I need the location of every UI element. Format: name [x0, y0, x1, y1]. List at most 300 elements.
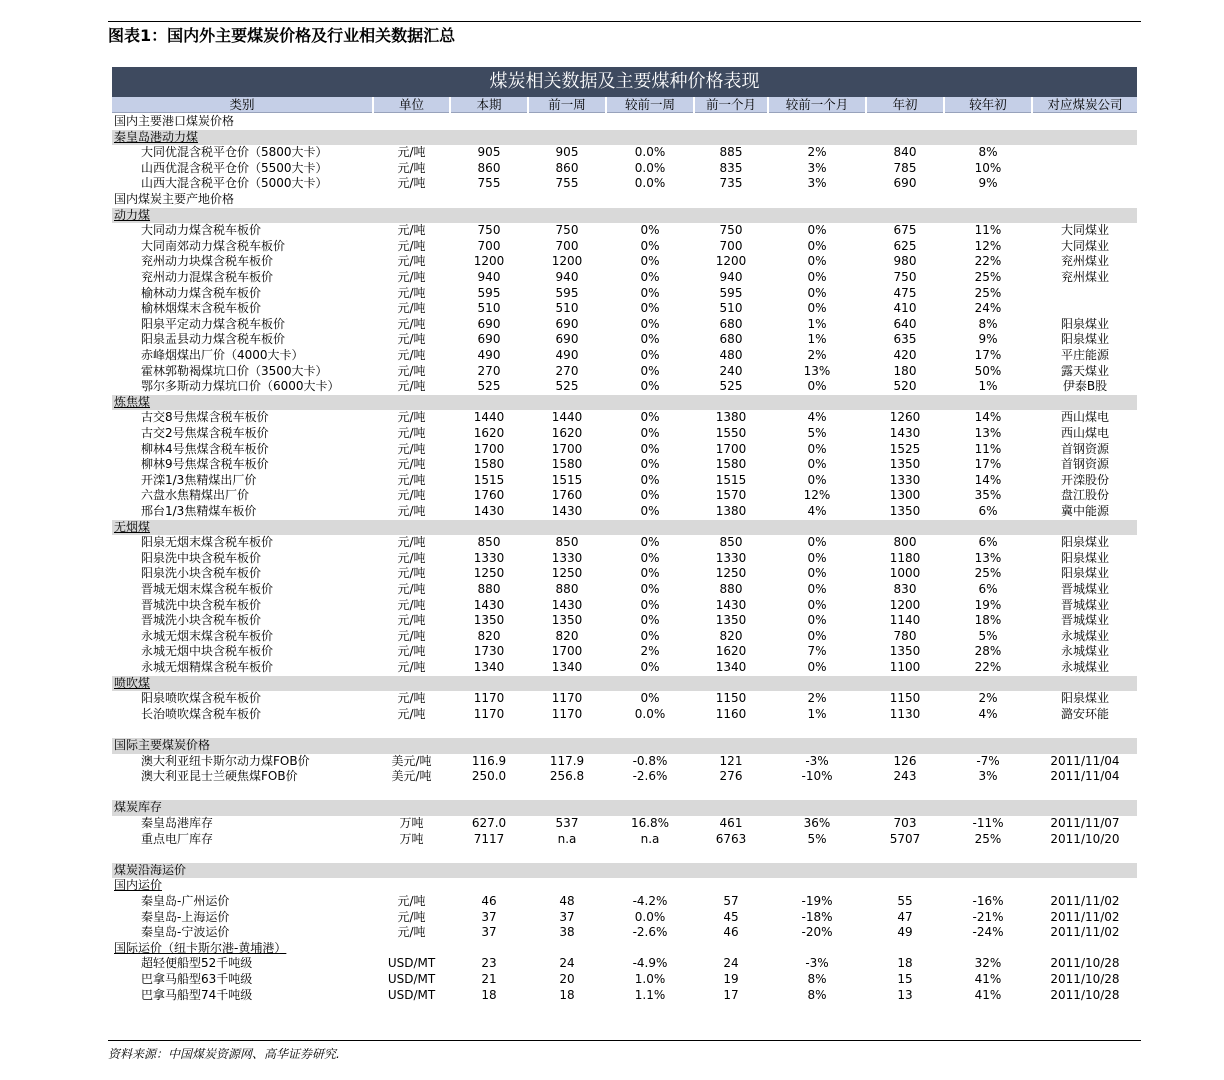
cell-vs-prev-week: 0%	[640, 504, 660, 518]
header-year-start: 年初	[867, 97, 943, 113]
cell-unit: 元/吨	[397, 160, 426, 175]
cell-prev-month: 1380	[715, 504, 747, 518]
cell-prev-month: 1350	[715, 613, 747, 628]
cell-vs-prev-month: 8%	[807, 987, 827, 1002]
cell-company: 阳泉煤业	[1060, 316, 1109, 331]
cell-vs-prev-month: 3%	[807, 176, 827, 191]
cell-vs-prev-week: 0%	[640, 488, 660, 503]
cell-unit: 元/吨	[397, 894, 426, 908]
cell-vs-prev-month: 0%	[807, 301, 827, 316]
cell-prev-week: 1200	[551, 254, 583, 269]
cell-vs-prev-week: 0%	[640, 457, 660, 472]
cell-vs-year-start: -11%	[972, 816, 1004, 830]
row-label: 巴拿马船型63千吨级	[141, 972, 253, 986]
cell-vs-year-start: 41%	[974, 987, 1002, 1002]
cell-vs-prev-month: 0%	[807, 472, 827, 487]
table-row	[112, 707, 1137, 723]
cell-prev-month: 680	[719, 332, 743, 347]
cell-vs-prev-week: -4.9%	[632, 956, 668, 971]
table-row	[112, 551, 1137, 567]
cell-year-start: 703	[893, 816, 917, 830]
row-label: 兖州动力混煤含税车板价	[141, 270, 274, 284]
cell-prev-month: 1515	[715, 472, 747, 487]
spacer-row	[112, 722, 1137, 738]
cell-vs-prev-week: 0.0%	[634, 706, 666, 721]
row-label: 阳泉洗小块含税车板价	[141, 566, 262, 581]
cell-current: 755	[477, 176, 501, 191]
cell-vs-prev-week: 0%	[640, 550, 660, 565]
cell-vs-year-start: 25%	[974, 285, 1002, 300]
cell-prev-week: 880	[555, 582, 579, 596]
cell-vs-prev-month: 0%	[807, 441, 827, 456]
cell-unit: 美元/吨	[391, 753, 432, 768]
cell-vs-prev-week: 0%	[640, 363, 660, 378]
cell-vs-prev-month: 7%	[807, 644, 827, 659]
cell-current: 700	[477, 238, 501, 253]
cell-year-start: 690	[893, 176, 917, 191]
cell-unit: 元/吨	[397, 535, 426, 550]
cell-prev-week: 1170	[551, 691, 583, 706]
cell-prev-week: 24	[559, 956, 575, 971]
cell-vs-year-start: 24%	[974, 301, 1002, 316]
table-row	[112, 161, 1137, 177]
cell-vs-prev-week: -0.8%	[632, 753, 668, 768]
cell-prev-week: 490	[555, 348, 579, 362]
cell-vs-prev-month: 0%	[807, 582, 827, 596]
row-label: 阳泉盂县动力煤含税车板价	[141, 332, 286, 347]
cell-vs-prev-month: 0%	[807, 379, 827, 394]
cell-year-start: 1130	[889, 706, 921, 721]
cell-company: 2011/11/04	[1050, 753, 1120, 768]
cell-vs-year-start: 25%	[974, 566, 1002, 581]
cell-unit: 元/吨	[397, 223, 426, 238]
section-row	[112, 941, 1137, 957]
cell-vs-prev-week: 0%	[640, 348, 660, 362]
header-vs-prev-week: 较前一周	[607, 97, 693, 113]
row-label: 兖州动力块煤含税车板价	[141, 254, 274, 269]
cell-current: 1200	[473, 254, 505, 269]
cell-vs-prev-month: 2%	[807, 145, 827, 160]
cell-vs-prev-month: 5%	[807, 831, 827, 846]
cell-prev-week: 1700	[551, 644, 583, 659]
cell-unit: 元/吨	[397, 691, 426, 706]
cell-vs-year-start: 13%	[974, 550, 1002, 565]
cell-vs-year-start: 6%	[978, 504, 998, 518]
cell-vs-prev-month: 0%	[807, 597, 827, 612]
cell-vs-prev-month: 5%	[807, 426, 827, 440]
table-row	[112, 239, 1137, 255]
cell-vs-year-start: 19%	[974, 597, 1002, 612]
section-label: 秦皇岛港动力煤	[114, 129, 199, 144]
cell-unit: 万吨	[399, 816, 424, 830]
cell-prev-month: 1150	[715, 691, 747, 706]
header-company: 对应煤炭公司	[1033, 97, 1137, 113]
cell-unit: 元/吨	[397, 504, 426, 518]
cell-year-start: 49	[897, 925, 913, 940]
cell-vs-year-start: 6%	[978, 535, 998, 550]
header-prev-month: 前一个月	[695, 97, 767, 113]
cell-vs-year-start: 17%	[974, 348, 1002, 362]
cell-vs-prev-week: 0%	[640, 301, 660, 316]
cell-prev-month: 1620	[715, 644, 747, 659]
header-unit: 单位	[374, 97, 449, 113]
section-label: 煤炭库存	[114, 800, 163, 815]
cell-unit: 元/吨	[397, 254, 426, 269]
cell-current: 690	[477, 316, 501, 331]
cell-company: 2011/10/20	[1050, 831, 1120, 846]
cell-vs-prev-week: 0.0%	[634, 176, 666, 191]
cell-year-start: 18	[897, 956, 913, 971]
cell-vs-prev-month: -3%	[805, 956, 829, 971]
cell-prev-month: 510	[719, 301, 743, 316]
table-row	[112, 660, 1137, 676]
cell-prev-week: 1700	[551, 441, 583, 456]
cell-unit: 元/吨	[397, 706, 426, 721]
cell-unit: 元/吨	[397, 441, 426, 456]
cell-vs-year-start: 1%	[978, 379, 998, 394]
cell-year-start: 1260	[889, 410, 921, 425]
section-row	[112, 114, 1137, 130]
cell-prev-week: 37	[559, 909, 575, 924]
figure-title: 图表1：国内外主要煤炭价格及行业相关数据汇总	[108, 26, 456, 45]
cell-year-start: 126	[893, 753, 917, 768]
table-row	[112, 426, 1137, 442]
cell-prev-week: 850	[555, 535, 579, 550]
cell-year-start: 55	[897, 894, 913, 908]
row-label: 秦皇岛港库存	[141, 816, 214, 830]
cell-unit: USD/MT	[387, 956, 436, 971]
table-row	[112, 317, 1137, 333]
row-label: 阳泉洗中块含税车板价	[141, 550, 262, 565]
cell-prev-month: 525	[719, 379, 743, 394]
cell-prev-month: 940	[719, 270, 743, 284]
cell-current: 905	[477, 145, 501, 160]
cell-vs-prev-month: 4%	[807, 504, 827, 518]
row-label: 霍林郭勒褐煤坑口价（3500大卡）	[141, 363, 328, 378]
cell-vs-prev-week: 2%	[640, 644, 660, 659]
cell-vs-prev-week: 0%	[640, 238, 660, 253]
cell-prev-week: 270	[555, 363, 579, 378]
cell-vs-prev-month: -18%	[801, 909, 833, 924]
cell-vs-prev-month: 0%	[807, 254, 827, 269]
header-vs-year-start: 较年初	[945, 97, 1031, 113]
cell-prev-week: 1170	[551, 706, 583, 721]
cell-year-start: 1180	[889, 550, 921, 565]
cell-prev-month: 1550	[715, 426, 747, 440]
cell-vs-prev-week: 0%	[640, 316, 660, 331]
cell-vs-prev-week: 1.0%	[634, 972, 666, 986]
cell-unit: USD/MT	[387, 987, 436, 1002]
row-label: 山西优混含税平仓价（5500大卡）	[141, 160, 328, 175]
table-row	[112, 691, 1137, 707]
table-row	[112, 145, 1137, 161]
cell-vs-year-start: 13%	[974, 426, 1002, 440]
cell-current: 37	[481, 909, 497, 924]
cell-prev-week: 1350	[551, 613, 583, 628]
cell-year-start: 1525	[889, 441, 921, 456]
cell-company: 西山煤电	[1060, 410, 1109, 425]
table-row	[112, 379, 1137, 395]
cell-company: 晋城煤业	[1060, 582, 1109, 596]
table-row	[112, 894, 1137, 910]
cell-company: 2011/10/28	[1050, 972, 1120, 986]
cell-year-start: 1200	[889, 597, 921, 612]
cell-company: 2011/11/07	[1050, 816, 1120, 830]
row-label: 阳泉喷吹煤含税车板价	[141, 691, 262, 706]
cell-prev-month: 1570	[715, 488, 747, 503]
cell-vs-year-start: 22%	[974, 660, 1002, 674]
section-label: 煤炭沿海运价	[114, 862, 187, 877]
cell-year-start: 780	[893, 628, 917, 643]
cell-prev-month: 6763	[715, 831, 747, 846]
cell-vs-prev-month: -10%	[801, 769, 833, 784]
row-label: 永城无烟中块含税车板价	[141, 644, 274, 659]
cell-company: 2011/10/28	[1050, 987, 1120, 1002]
cell-prev-week: 18	[559, 987, 575, 1002]
table-row	[112, 769, 1137, 785]
cell-unit: 元/吨	[397, 660, 426, 674]
cell-current: 1350	[473, 613, 505, 628]
cell-vs-year-start: 11%	[974, 223, 1002, 238]
cell-vs-prev-month: 1%	[807, 706, 827, 721]
spacer-row	[112, 847, 1137, 863]
cell-unit: 元/吨	[397, 270, 426, 284]
cell-prev-week: 750	[555, 223, 579, 238]
cell-vs-prev-week: 1.1%	[634, 987, 666, 1002]
cell-company: 阳泉煤业	[1060, 332, 1109, 347]
cell-company: 大同煤业	[1060, 238, 1109, 253]
cell-unit: 元/吨	[397, 628, 426, 643]
cell-prev-month: 1580	[715, 457, 747, 472]
section-label: 国内主要港口煤炭价格	[114, 114, 235, 128]
cell-vs-year-start: 3%	[978, 769, 998, 784]
cell-prev-month: 680	[719, 316, 743, 331]
cell-prev-month: 885	[719, 145, 743, 160]
cell-prev-week: 48	[559, 894, 575, 908]
cell-vs-prev-week: 0.0%	[634, 909, 666, 924]
cell-unit: 元/吨	[397, 332, 426, 347]
cell-unit: 元/吨	[397, 550, 426, 565]
cell-unit: 万吨	[399, 831, 424, 846]
table-row	[112, 410, 1137, 426]
cell-current: 627.0	[471, 816, 507, 830]
cell-current: 1170	[473, 691, 505, 706]
cell-company: 兖州煤业	[1060, 254, 1109, 269]
cell-vs-prev-month: 36%	[803, 816, 831, 830]
cell-unit: 元/吨	[397, 301, 426, 316]
cell-vs-prev-week: 0%	[640, 410, 660, 425]
row-label: 晋城洗小块含税车板价	[141, 613, 262, 628]
cell-vs-year-start: 41%	[974, 972, 1002, 986]
cell-prev-month: 57	[723, 894, 739, 908]
table-row	[112, 644, 1137, 660]
cell-vs-year-start: 5%	[978, 628, 998, 643]
bottom-rule	[108, 1040, 1141, 1041]
header-category: 类别	[112, 97, 372, 113]
cell-vs-year-start: 50%	[974, 363, 1002, 378]
cell-current: 116.9	[471, 753, 507, 768]
cell-vs-year-start: -21%	[972, 909, 1004, 924]
cell-year-start: 1140	[889, 613, 921, 628]
table-row	[112, 972, 1137, 988]
cell-year-start: 840	[893, 145, 917, 160]
cell-year-start: 1100	[889, 660, 921, 674]
table-row	[112, 254, 1137, 270]
cell-vs-prev-week: 0%	[640, 660, 660, 674]
cell-unit: 元/吨	[397, 613, 426, 628]
row-label: 古交8号焦煤含税车板价	[141, 410, 269, 425]
cell-prev-week: 510	[555, 301, 579, 316]
cell-vs-year-start: 28%	[974, 644, 1002, 659]
cell-year-start: 625	[893, 238, 917, 253]
cell-unit: 元/吨	[397, 488, 426, 503]
cell-current: 1250	[473, 566, 505, 581]
section-row	[112, 878, 1137, 894]
cell-vs-prev-week: -2.6%	[632, 925, 668, 940]
row-label: 晋城洗中块含税车板价	[141, 597, 262, 612]
cell-vs-year-start: -24%	[972, 925, 1004, 940]
cell-current: 1440	[473, 410, 505, 425]
cell-vs-prev-month: 0%	[807, 535, 827, 550]
cell-unit: USD/MT	[387, 972, 436, 986]
cell-vs-prev-month: 3%	[807, 160, 827, 175]
cell-vs-prev-week: -4.2%	[632, 894, 668, 908]
table-row	[112, 348, 1137, 364]
cell-prev-week: 1340	[551, 660, 583, 674]
cell-year-start: 1330	[889, 472, 921, 487]
table-row	[112, 301, 1137, 317]
cell-prev-week: 905	[555, 145, 579, 160]
cell-vs-prev-month: 0%	[807, 660, 827, 674]
cell-year-start: 1350	[889, 644, 921, 659]
section-row	[112, 520, 1137, 536]
cell-current: 490	[477, 348, 501, 362]
table-row	[112, 457, 1137, 473]
cell-current: 820	[477, 628, 501, 643]
cell-prev-week: 1760	[551, 488, 583, 503]
cell-prev-month: 1160	[715, 706, 747, 721]
cell-unit: 元/吨	[397, 348, 426, 362]
cell-prev-month: 835	[719, 160, 743, 175]
cell-current: 750	[477, 223, 501, 238]
cell-year-start: 520	[893, 379, 917, 394]
cell-current: 690	[477, 332, 501, 347]
cell-unit: 元/吨	[397, 426, 426, 440]
table-row	[112, 582, 1137, 598]
cell-prev-week: 820	[555, 628, 579, 643]
section-row	[112, 130, 1137, 146]
cell-company: 永城煤业	[1060, 628, 1109, 643]
section-row	[112, 676, 1137, 692]
cell-vs-prev-week: 0%	[640, 285, 660, 300]
cell-current: 1430	[473, 597, 505, 612]
header-vs-prev-month: 较前一个月	[769, 97, 865, 113]
cell-unit: 元/吨	[397, 597, 426, 612]
cell-vs-prev-week: 0%	[640, 223, 660, 238]
cell-vs-year-start: 25%	[974, 270, 1002, 284]
cell-prev-week: 690	[555, 332, 579, 347]
section-label: 动力煤	[114, 207, 151, 222]
cell-current: 23	[481, 956, 497, 971]
table-row	[112, 816, 1137, 832]
cell-current: 1330	[473, 550, 505, 565]
cell-prev-week: 537	[555, 816, 579, 830]
cell-prev-week: 20	[559, 972, 575, 986]
cell-company: 晋城煤业	[1060, 613, 1109, 628]
cell-vs-prev-week: 0%	[640, 613, 660, 628]
cell-prev-week: 1430	[551, 597, 583, 612]
cell-prev-week: 1430	[551, 504, 583, 518]
cell-vs-prev-week: 0%	[640, 535, 660, 550]
section-row	[112, 395, 1137, 411]
cell-vs-prev-week: 16.8%	[630, 816, 670, 830]
row-label: 大同优混含税平仓价（5800大卡）	[141, 145, 328, 160]
row-label: 秦皇岛-上海运价	[141, 909, 230, 924]
cell-company: 平庄能源	[1060, 348, 1109, 362]
row-label: 古交2号焦煤含税车板价	[141, 426, 269, 440]
cell-year-start: 800	[893, 535, 917, 550]
table-row	[112, 629, 1137, 645]
row-label: 巴拿马船型74千吨级	[141, 987, 253, 1002]
cell-company: 永城煤业	[1060, 644, 1109, 659]
table-row	[112, 535, 1137, 551]
cell-company: 首钢资源	[1060, 457, 1109, 472]
cell-year-start: 15	[897, 972, 913, 986]
cell-vs-year-start: 25%	[974, 831, 1002, 846]
header-current: 本期	[451, 97, 527, 113]
section-label: 国内运价	[114, 878, 163, 893]
cell-vs-prev-month: -19%	[801, 894, 833, 908]
cell-vs-year-start: 2%	[978, 691, 998, 706]
source-note: 资料来源：中国煤炭资源网、高华证券研究.	[108, 1047, 340, 1061]
cell-company: 露天煤业	[1060, 363, 1109, 378]
cell-unit: 元/吨	[397, 363, 426, 378]
cell-unit: 元/吨	[397, 909, 426, 924]
row-label: 赤峰烟煤出厂价（4000大卡）	[141, 348, 304, 362]
table-row	[112, 176, 1137, 192]
cell-vs-year-start: -16%	[972, 894, 1004, 908]
cell-unit: 美元/吨	[391, 769, 432, 784]
cell-current: 7117	[473, 831, 505, 846]
cell-company: 阳泉煤业	[1060, 566, 1109, 581]
cell-year-start: 1350	[889, 457, 921, 472]
cell-current: 46	[481, 894, 497, 908]
cell-current: 860	[477, 160, 501, 175]
table-row	[112, 566, 1137, 582]
cell-vs-prev-month: 0%	[807, 270, 827, 284]
cell-prev-month: 1340	[715, 660, 747, 674]
cell-vs-year-start: -7%	[976, 753, 1000, 768]
cell-vs-prev-month: 4%	[807, 410, 827, 425]
cell-vs-prev-month: 0%	[807, 613, 827, 628]
cell-current: 1340	[473, 660, 505, 674]
cell-company: 开滦股份	[1060, 472, 1109, 487]
cell-company: 阳泉煤业	[1060, 550, 1109, 565]
cell-vs-year-start: 12%	[974, 238, 1002, 253]
cell-prev-week: 1440	[551, 410, 583, 425]
table-row	[112, 988, 1137, 1004]
header-prev-week: 前一周	[529, 97, 605, 113]
cell-vs-prev-month: 0%	[807, 285, 827, 300]
cell-vs-year-start: 35%	[974, 488, 1002, 503]
section-label: 国内煤炭主要产地价格	[114, 192, 235, 206]
cell-prev-week: 1580	[551, 457, 583, 472]
cell-year-start: 1300	[889, 488, 921, 503]
table-row	[112, 956, 1137, 972]
cell-company: 西山煤电	[1060, 426, 1109, 440]
cell-vs-year-start: 4%	[978, 706, 998, 721]
cell-prev-month: 480	[719, 348, 743, 362]
